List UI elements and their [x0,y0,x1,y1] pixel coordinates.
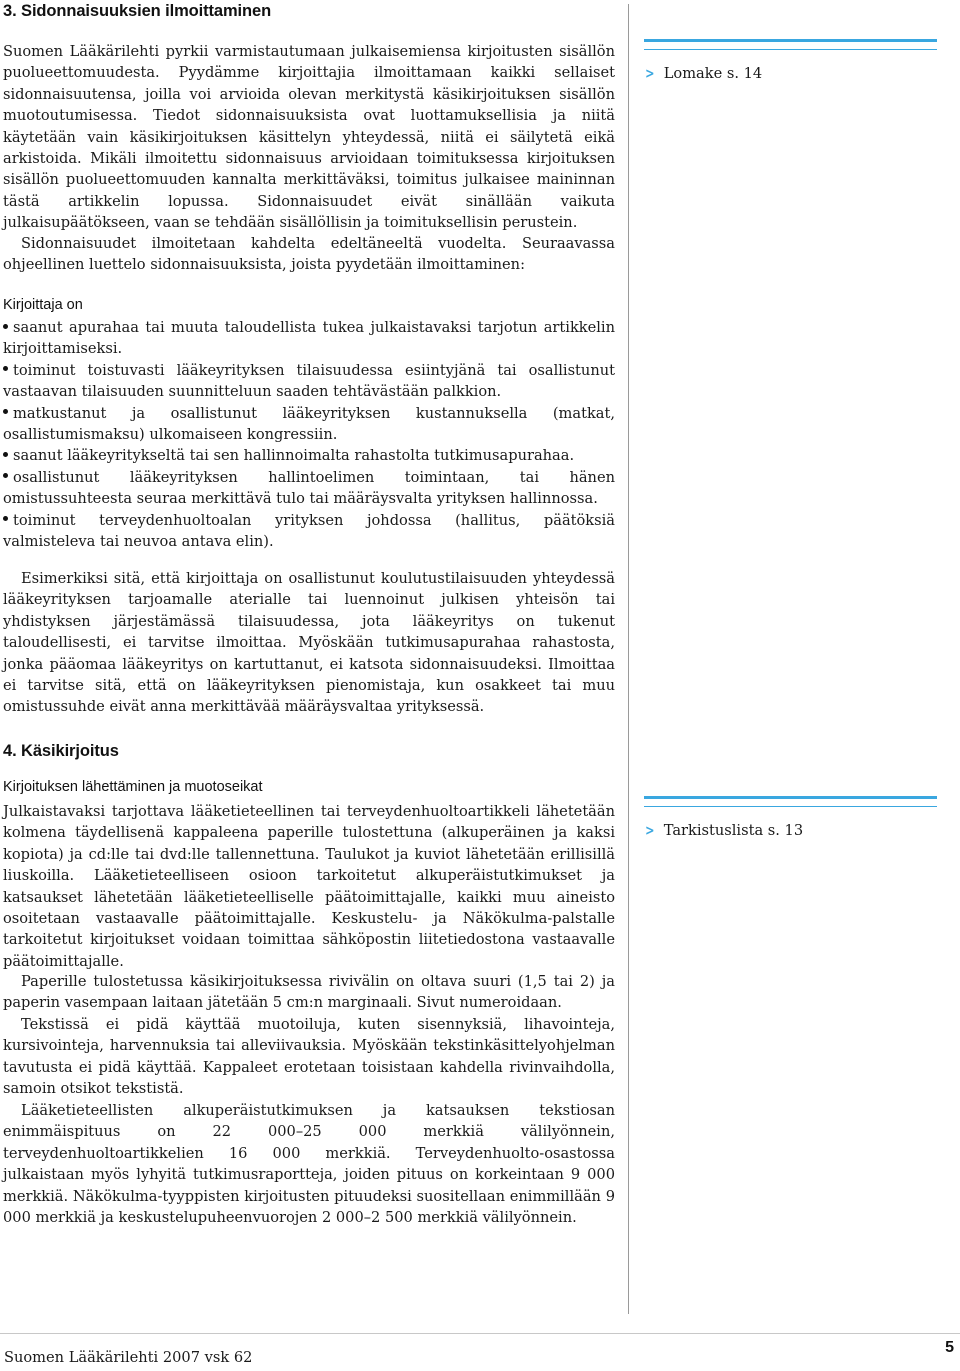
column-divider [628,4,629,1314]
sidebar-top-rule [644,39,937,42]
bullet-icon [3,516,8,521]
section-4-spacing-paragraph: Paperille tulostetussa käsikirjoituksessa rivivälin on oltava suuri (1,5 tai 2) ja paperin vasempaan laitaan jätetään 5 cm:n marginaali. Sivut numeroidaan. [3,973,615,1012]
list-item: saanut apurahaa tai muuta taloudellista tukea julkaistavaksi tarjotun artikkelin kirjoittamiseksi. [3,319,615,358]
sidebar-ref-link[interactable]: > Tarkistuslista s. 13 [645,822,804,839]
list-item: saanut lääkeyritykseltä tai sen hallinnoimalta rahastolta tutkimusapurahaa. [3,445,615,466]
page-number: 5 [945,1339,954,1356]
sidebar-ref-link[interactable]: > Lomake s. 14 [645,65,763,82]
list-item: osallistunut lääkeyrityksen hallintoelimen toimintaan, tai hänen omistussuhteesta seuraa merkittävä tulo tai määräysvalta yrityksen hallinnossa. [3,468,615,508]
list-item: toiminut terveydenhuoltoalan yrityksen johdossa (hallitus, päätöksiä valmisteleva tai neuvoa antava elin). [3,511,615,551]
section-4-length-paragraph: Lääketieteellisten alkuperäistutkimuksen ja katsauksen tekstiosan enimmäispituus on 22 000–25 000 merkkiä välilyönnein, terveydenhuoltoartikkelien 16 000 merkkiä. Terveydenhuolto-osastossa julkaistaan myös lyhyitä tutkimusraportteja, joiden pituus on korkeintaan 9 000 merkkiä. Näkökulma-tyyppisten kirjoitusten pituudeksi suositellaan enimmillään 9 000 merkkiä ja keskustelupuheenvuorojen 2 000–2 500 merkkiä välilyönnein. [3,1102,615,1227]
bullet-icon [3,366,8,371]
section-4-submission-paragraph: Julkaistavaksi tarjottava lääketieteellinen tai terveydenhuoltoartikkeli lähetetään kolmena täydellisenä kappaleena paperille tulostettuna (alkuperäinen ja kaksi kopiota) ja cd:lle tai dvd:lle tallennettuna. Taulukot ja kuviot lähetetään erillisillä liuskoilla. Lääketieteelliseen osioon tarkoitetut alkuperäistutkimukset ja katsaukset lähetetään lääketieteelliselle päätoimittajalle, kaikki muu aineisto osoitetaan vastaavalle päätoimittajalle. Keskustelu- ja Näkökulma-palstalle tarkoitetut kirjoitukset voidaan toimittaa sähköpostin liitetiedostona vastaavalle päätoimittajalle. [3,803,615,970]
section-4-formatting-paragraph: Tekstissä ei pidä käyttää muotoiluja, kuten sisennyksiä, lihavointeja, kursivointeja, harvennuksia tai alleviivauksia. Myöskään tekstinkäsittelyohjelman tavutusta ei pidä käyttää. Kappaleet erotetaan toisistaan kahdella rivinvaihdolla, samoin otsikot tekstistä. [3,1016,615,1098]
sidebar-thin-rule [644,49,937,50]
bullet-icon [3,409,8,414]
sidebar-reference-lomake [644,39,937,82]
chevron-right-icon: > [645,822,655,839]
list-item: matkustanut ja osallistunut lääkeyrityksen kustannuksella (matkat, osallistumismaksu) ulkomaiseen kongressiin. [3,404,615,444]
section-3-intro-paragraph: Suomen Lääkärilehti pyrkii varmistautumaan julkaisemiensa kirjoitusten sisällön puolueettomuudesta. Pyydämme kirjoittajia ilmoittamaan kaikki sellaiset sidonnaisuutensa, joilla voi arvioida olevan merkitystä käsikirjoituksen sisällön muotoutumisessa. Tiedot sidonnaisuuksista ovat luottamuksellisia ja niitä käytetään vain käsikirjoituksen käsittelyn yhteydessä, niitä ei säilytetä eikä arkistoida. Mikäli ilmoitettu sidonnaisuus arvioidaan toimituksessa kirjoituksen sisällön puolueettomuuden kannalta merkittäväksi, toimitus julkaisee maininnan tästä artikkelin lopussa. Sidonnaisuudet eivät sinällään vaikuta julkaisupäätökseen, vaan se tehdään sisällöllisin ja toimituksellisin perustein. [3,43,615,232]
footer-rule [0,1333,960,1334]
bullet-icon [3,324,8,329]
sidebar-reference-tarkistuslista [644,796,937,839]
disclosure-list [3,317,615,552]
section-4-title: 4. Käsikirjoitus [3,742,119,760]
section-3-list-intro-paragraph: Sidonnaisuudet ilmoitetaan kahdelta edeltäneeltä vuodelta. Seuraavassa ohjeellinen luettelo sidonnaisuuksista, joista pyydetään ilmoittaminen: [3,235,615,274]
section-3-title: 3. Sidonnaisuuksien ilmoittaminen [3,2,272,20]
bullet-icon [3,452,8,457]
submission-subheading: Kirjoituksen lähettäminen ja muotoseikat [3,779,263,795]
sidebar-thin-rule [644,806,937,807]
sidebar-top-rule [644,796,937,799]
bullet-icon [3,473,8,478]
section-3-example-paragraph: Esimerkiksi sitä, että kirjoittaja on osallistunut koulutustilaisuuden yhteydessä lääkeyrityksen tarjoamalle aterialle tai luennoinut julkisen yhteisön tai yhdistyksen järjestämässä tilaisuudessa, jota lääkeyritys on tukenut taloudellisesti, ei tarvitse ilmoittaa. Myöskään tutkimusapurahaa rahastosta, jonka pääomaa lääkeyritys on kartuttanut, ei katsota sidonnaisuudeksi. Ilmoittaa ei tarvitse sitä, että on lääkeyrityksen pienomistaja, kun osakkeet tai muu omistussuhde eivät anna merkittävää määräysvaltaa yrityksessä. [3,570,615,716]
list-item: toiminut toistuvasti lääkeyrityksen tilaisuudessa esiintyjänä tai osallistunut vastaavan tilaisuuden suunnitteluun saaden tehtävästään palkkion. [3,361,615,401]
author-subheading: Kirjoittaja on [3,297,83,313]
chevron-right-icon: > [645,65,655,82]
footer-journal: Suomen Lääkärilehti 2007 vsk 62 [4,1349,253,1366]
